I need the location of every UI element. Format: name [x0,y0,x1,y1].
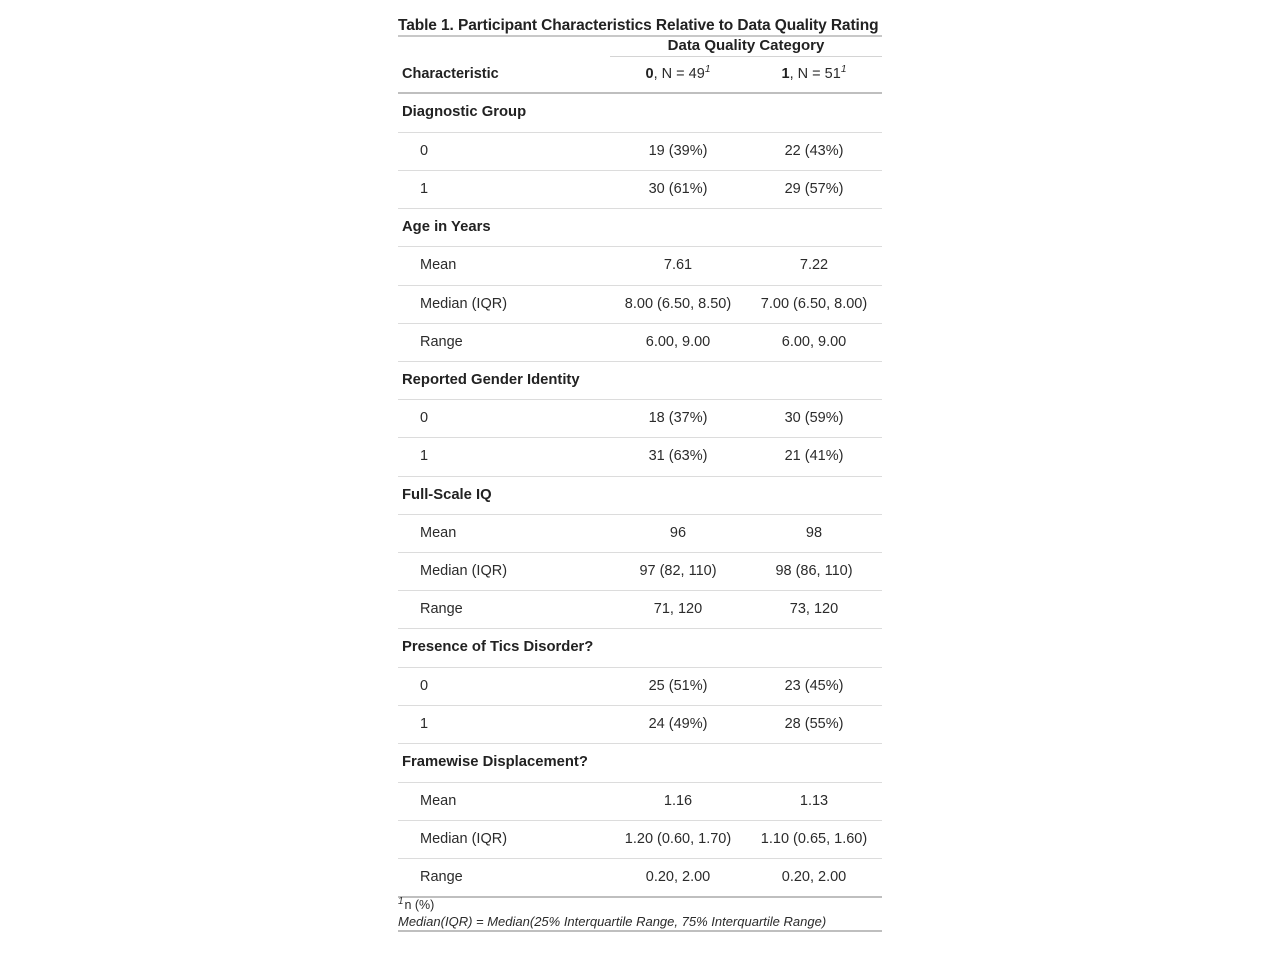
row-value-group-0: 6.00, 9.00 [610,323,746,361]
table-group-header-row [398,361,882,399]
table-group-header-row [398,744,882,782]
row-value-group-0: 71, 120 [610,591,746,629]
table-group-header-row [398,93,882,132]
row-value-group-0: 31 (63%) [610,438,746,476]
row-label: Range [398,858,610,897]
row-label: Mean [398,782,610,820]
footnote-n-percent [398,897,882,914]
table-group-label: Framewise Displacement? [398,744,882,782]
column-header-group-0-n: , N = 49 [653,66,705,83]
row-value-group-0: 97 (82, 110) [610,553,746,591]
table-row [398,591,882,629]
row-value-group-0: 18 (37%) [610,400,746,438]
table-header [398,16,882,93]
row-label: 0 [398,667,610,705]
column-header-group-1 [746,57,882,94]
row-value-group-1: 6.00, 9.00 [746,323,882,361]
row-value-group-1: 29 (57%) [746,170,882,208]
source-note-median-iqr: Median(IQR) = Median(25% Interquartile Range, 75% Interquartile Range) [398,914,882,931]
table-group-header-row [398,629,882,667]
table-row [398,820,882,858]
row-value-group-1: 1.13 [746,782,882,820]
column-header-characteristic: Characteristic [398,57,610,94]
row-value-group-1: 30 (59%) [746,400,882,438]
row-value-group-0: 24 (49%) [610,706,746,744]
row-value-group-0: 0.20, 2.00 [610,858,746,897]
row-value-group-0: 96 [610,515,746,553]
table-row [398,782,882,820]
row-label: Range [398,323,610,361]
table-row [398,132,882,170]
row-label: Mean [398,515,610,553]
footnote-text: n (%) [404,898,435,913]
row-label: 1 [398,706,610,744]
row-label: Median (IQR) [398,285,610,323]
row-value-group-1: 98 [746,515,882,553]
table-group-header-row [398,208,882,246]
row-value-group-0: 19 (39%) [610,132,746,170]
column-header-group-1-level: 1 [781,66,790,83]
table-group-label: Diagnostic Group [398,93,882,132]
table-row [398,170,882,208]
table-title-row [398,16,882,36]
spanner-blank-cell [398,36,610,56]
table-title: Table 1. Participant Characteristics Relative to Data Quality Rating [398,16,882,36]
table-row [398,667,882,705]
table-group-label: Age in Years [398,208,882,246]
table-footer [398,897,882,931]
table-row [398,438,882,476]
table-group-header-row [398,476,882,514]
footnote-mark: 1 [398,895,404,907]
footnote-row [398,897,882,914]
column-spanner-data-quality-category: Data Quality Category [610,36,882,56]
column-header-group-1-n: , N = 51 [789,66,841,83]
column-header-group-1-footnote-mark: 1 [840,64,847,76]
row-value-group-0: 1.16 [610,782,746,820]
table-row [398,706,882,744]
table-row [398,285,882,323]
row-value-group-0: 8.00 (6.50, 8.50) [610,285,746,323]
row-label: Mean [398,247,610,285]
row-value-group-1: 7.00 (6.50, 8.00) [746,285,882,323]
table-row [398,515,882,553]
table-row [398,858,882,897]
row-value-group-1: 73, 120 [746,591,882,629]
table-row [398,553,882,591]
row-value-group-1: 7.22 [746,247,882,285]
row-label: 0 [398,400,610,438]
row-label: 0 [398,132,610,170]
table-row [398,247,882,285]
table-row [398,400,882,438]
row-label: 1 [398,438,610,476]
column-header-group-0-footnote-mark: 1 [704,64,711,76]
table-row [398,323,882,361]
row-label: Range [398,591,610,629]
table-group-label: Presence of Tics Disorder? [398,629,882,667]
row-value-group-1: 21 (41%) [746,438,882,476]
column-labels-row [398,57,882,94]
column-header-group-0 [610,57,746,94]
row-value-group-0: 7.61 [610,247,746,285]
row-value-group-1: 0.20, 2.00 [746,858,882,897]
row-label: Median (IQR) [398,553,610,591]
table-group-label: Full-Scale IQ [398,476,882,514]
row-value-group-0: 30 (61%) [610,170,746,208]
row-value-group-1: 28 (55%) [746,706,882,744]
row-value-group-1: 98 (86, 110) [746,553,882,591]
table-group-label: Reported Gender Identity [398,361,882,399]
row-value-group-0: 1.20 (0.60, 1.70) [610,820,746,858]
row-label: 1 [398,170,610,208]
row-value-group-1: 22 (43%) [746,132,882,170]
row-value-group-1: 1.10 (0.65, 1.60) [746,820,882,858]
participant-characteristics-table [398,16,882,932]
row-value-group-0: 25 (51%) [610,667,746,705]
column-header-group-0-level: 0 [645,66,654,83]
row-value-group-1: 23 (45%) [746,667,882,705]
source-note-row [398,914,882,931]
table-body [398,93,882,897]
row-label: Median (IQR) [398,820,610,858]
spanner-row [398,36,882,56]
